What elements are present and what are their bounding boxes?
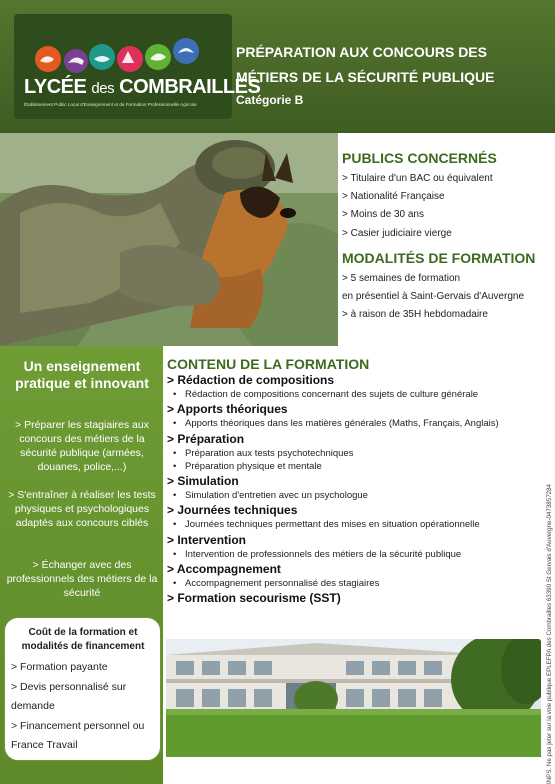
list-item: • Apports théoriques dans les matières générales (Maths, Français, Anglais): [167, 417, 547, 430]
module-title: > Apports théoriques: [167, 402, 288, 417]
module-title: > Simulation: [167, 474, 239, 489]
panel-paragraph-1: > Préparer les stagiaires aux concours des métiers de la sécurité publique (armées, douanes, police,...): [15, 419, 149, 473]
panel-paragraph-2: > S'entraîner à réaliser les tests physiques et psychologiques adaptés aux concours ciblés: [8, 489, 156, 529]
info-column: [342, 150, 554, 324]
logo-name-end: COMBRAILLES: [119, 76, 261, 98]
list-item: • Simulation d'entretien avec un psychologue: [167, 489, 547, 502]
logo-name-des: des: [91, 80, 115, 97]
cost-title: Coût de la formation et modalités de financement: [21, 627, 145, 652]
content-heading: CONTENU DE LA FORMATION: [167, 356, 370, 372]
content-section: [167, 356, 547, 606]
module-title: > Rédaction de compositions: [167, 373, 335, 387]
category-label: Catégorie B: [236, 93, 304, 107]
publics-list: [342, 170, 554, 243]
list-item: • Journées techniques permettant des mises en situation opérationnelle: [167, 518, 547, 531]
module-title: > Préparation: [167, 431, 245, 446]
module-title: > Journées techniques: [167, 503, 298, 518]
title-line-2: MÉTIERS DE LA SÉCURITÉ PUBLIQUE: [236, 69, 495, 85]
list-item: > Nationalité Française: [342, 191, 445, 203]
module-secourisme: [167, 591, 547, 606]
list-item: • Intervention de professionnels des métiers de la sécurité publique: [167, 548, 547, 561]
list-item: • Accompagnement personnalisé des stagiaires: [167, 577, 547, 590]
module-title: > Intervention: [167, 532, 247, 547]
list-item: > Titulaire d'un BAC ou équivalent: [342, 173, 493, 184]
module-intervention: [167, 533, 547, 561]
legal-notice: INPS. Ne pas jeter sur la voie publique EPLEFPA des Combrailles 63390 St Gervais d'Auvergne-0473857284: [546, 484, 553, 784]
school-building-photo: [166, 639, 541, 757]
modalites-heading: MODALITÉS DE FORMATION: [342, 249, 536, 266]
module-apports: [167, 402, 547, 430]
list-item: > à raison de 35H hebdomadaire: [342, 309, 488, 321]
title-line-1: PRÉPARATION AUX CONCOURS DES: [236, 44, 487, 60]
logo-animal-icons: [34, 36, 214, 78]
logo-wordmark: [24, 76, 261, 99]
panel-title: Un enseignement pratique et innovant: [15, 358, 149, 391]
module-title: > Formation secourisme (SST): [167, 591, 341, 606]
panel-paragraph-3: > Échanger avec des professionnels des métiers de la sécurité: [6, 559, 158, 599]
module-simulation: [167, 474, 547, 502]
list-item: > Casier judiciaire vierge: [342, 227, 452, 239]
school-logo: [14, 14, 261, 119]
header-banner: [0, 0, 555, 133]
module-preparation: [167, 432, 547, 474]
module-title: > Accompagnement: [167, 562, 281, 577]
list-item: > Devis personnalisé sur demande: [11, 680, 127, 712]
logo-name-main: LYCÉE: [24, 76, 87, 98]
soldier-dog-photo: [0, 133, 338, 346]
list-item: > Moins de 30 ans: [342, 209, 424, 221]
modalites-list: [342, 270, 554, 325]
page-title: [236, 40, 546, 90]
publics-heading: PUBLICS CONCERNÉS: [342, 150, 497, 166]
module-journees: [167, 503, 547, 531]
photo-illustration: [0, 133, 338, 346]
list-item: • Rédaction de compositions concernant des sujets de culture générale: [167, 388, 547, 401]
cost-box: [4, 617, 161, 761]
module-redaction: [167, 373, 547, 401]
list-item: > Formation payante: [11, 661, 108, 673]
list-item: > 5 semaines de formation: [342, 272, 461, 284]
list-item: • Préparation aux tests psychotechniques: [167, 447, 547, 460]
module-accompagnement: [167, 562, 547, 590]
list-item: • Préparation physique et mentale: [167, 460, 547, 473]
logo-subtitle: Établissement Public Local d'Enseignement et de Formation Professionnelle Agricole: [24, 102, 197, 107]
list-item: en présentiel à Saint-Gervais d'Auvergne: [342, 291, 525, 303]
building-illustration: [166, 639, 541, 757]
cost-list: [11, 658, 161, 756]
list-item: > Financement personnel ou France Travail: [11, 719, 145, 751]
